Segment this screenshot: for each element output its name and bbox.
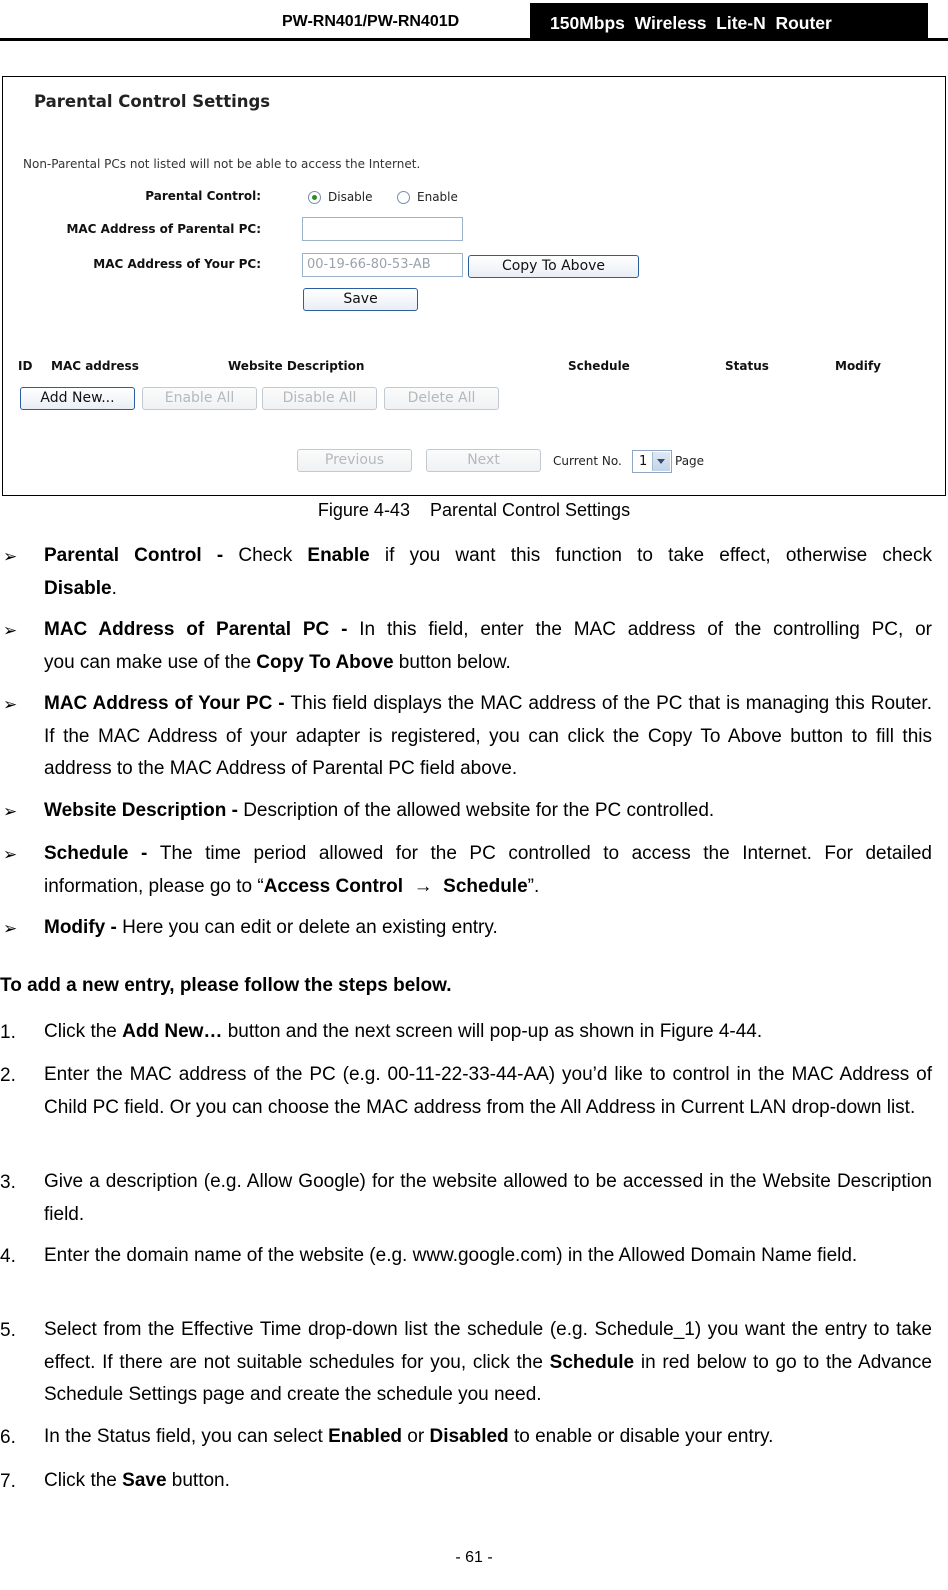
enable-all-button[interactable]: Enable All bbox=[142, 387, 257, 410]
save-button[interactable]: Save bbox=[303, 288, 418, 311]
mac-your-label: MAC Address of Your PC: bbox=[93, 257, 261, 271]
figure-caption: Figure 4-43 Parental Control Settings bbox=[317, 500, 631, 520]
col-id: ID bbox=[18, 359, 33, 373]
col-website-description: Website Description bbox=[228, 359, 365, 373]
col-schedule: Schedule bbox=[568, 359, 630, 373]
delete-all-button[interactable]: Delete All bbox=[384, 387, 499, 410]
step-number: 1. bbox=[0, 1022, 16, 1043]
text: button and the next screen will pop-up as shown in Figure 4-44. bbox=[222, 1021, 763, 1042]
steps-heading: To add a new entry, please follow the steps below. bbox=[0, 975, 452, 996]
copy-to-above-button[interactable]: Copy To Above bbox=[468, 255, 639, 278]
add-new-button[interactable]: Add New... bbox=[20, 387, 135, 410]
step-5 bbox=[44, 1314, 932, 1412]
step-number: 4. bbox=[0, 1246, 16, 1267]
bullet-arrow-icon: ➢ bbox=[3, 845, 18, 864]
parental-control-screenshot bbox=[2, 76, 946, 496]
step-number: 3. bbox=[0, 1172, 16, 1193]
text: Check bbox=[238, 545, 308, 566]
bullet-arrow-icon: ➢ bbox=[3, 695, 18, 714]
bullet-parental-control bbox=[44, 540, 932, 605]
bullet-mac-parental bbox=[44, 614, 932, 679]
header-rule bbox=[0, 38, 948, 41]
term: Schedule bbox=[549, 1351, 635, 1373]
bullet-website-description bbox=[44, 795, 932, 828]
term: Enabled bbox=[328, 1426, 403, 1447]
current-no-label: Current No. bbox=[553, 454, 622, 468]
step-number: 5. bbox=[0, 1320, 16, 1341]
enable-radio[interactable] bbox=[397, 191, 410, 204]
text: Click the bbox=[44, 1470, 123, 1491]
term: Access Control → Schedule bbox=[263, 875, 528, 897]
term: Save bbox=[122, 1470, 167, 1491]
step-7 bbox=[44, 1465, 932, 1498]
text: to enable or disable your entry. bbox=[508, 1426, 774, 1447]
step-number: 2. bbox=[0, 1065, 16, 1086]
current-page-value: 1 bbox=[639, 454, 648, 469]
header-product: 150Mbps Wireless Lite-N Router bbox=[550, 13, 832, 33]
settings-title: Parental Control Settings bbox=[34, 92, 271, 111]
previous-button[interactable]: Previous bbox=[297, 449, 412, 472]
step-number: 7. bbox=[0, 1471, 16, 1492]
text: The time period allowed for the PC controlled to access the Internet. For detailed bbox=[159, 843, 932, 864]
term: MAC Address of Your PC - bbox=[44, 693, 291, 714]
next-button[interactable]: Next bbox=[426, 449, 541, 472]
step-3: Give a description (e.g. Allow Google) for the website allowed to be accessed in the Website Description field. bbox=[44, 1171, 932, 1225]
text: Here you can edit or delete an existing entry. bbox=[122, 917, 498, 938]
bullet-mac-your bbox=[44, 688, 932, 786]
text: button below. bbox=[393, 651, 511, 673]
disable-radio[interactable] bbox=[308, 191, 321, 204]
bullet-arrow-icon: ➢ bbox=[3, 547, 18, 566]
header-model: PW-RN401/PW-RN401D bbox=[282, 13, 460, 30]
term: Copy To Above bbox=[256, 651, 394, 673]
page-header bbox=[0, 0, 948, 42]
term: Disabled bbox=[429, 1426, 509, 1447]
mac-parental-label: MAC Address of Parental PC: bbox=[66, 222, 261, 236]
settings-note: Non-Parental PCs not listed will not be able to access the Internet. bbox=[23, 157, 421, 171]
text: In this field, enter the MAC address of the controlling PC, or bbox=[359, 619, 933, 640]
step-1 bbox=[44, 1016, 932, 1049]
text: button. bbox=[166, 1470, 230, 1491]
bullet-arrow-icon: ➢ bbox=[3, 621, 18, 640]
term: Modify - bbox=[44, 917, 123, 938]
chevron-down-icon bbox=[652, 452, 670, 471]
disable-all-button[interactable]: Disable All bbox=[262, 387, 377, 410]
enable-radio-label: Enable bbox=[417, 190, 458, 204]
bullet-arrow-icon: ➢ bbox=[3, 919, 18, 938]
text: Select from the Effective Time drop-down list the schedule (e.g. Schedule_1) you want the entry to take effect. If there are not suitable schedules for you, click the bbox=[44, 1319, 932, 1373]
step-4: Enter the domain name of the website (e.g. www.google.com) in the Allowed Domain Name field. bbox=[44, 1245, 858, 1266]
text: . bbox=[111, 577, 117, 599]
bullet-schedule bbox=[44, 838, 932, 903]
step-2: Enter the MAC address of the PC (e.g. 00-11-22-33-44-AA) you’d like to control in the MAC Address of Child PC field. Or you can choose the MAC address from the All Address in Current LAN drop-down list. bbox=[44, 1064, 932, 1118]
step-6 bbox=[44, 1421, 932, 1454]
term: Schedule - bbox=[44, 843, 160, 864]
col-modify: Modify bbox=[835, 359, 881, 373]
text: Description of the allowed website for the PC controlled. bbox=[243, 800, 715, 821]
term: MAC Address of Parental PC - bbox=[44, 619, 360, 640]
text: ”. bbox=[527, 875, 540, 897]
step-number: 6. bbox=[0, 1427, 16, 1448]
text: In the Status field, you can select bbox=[44, 1426, 329, 1447]
parental-control-label: Parental Control: bbox=[145, 189, 261, 203]
mac-your-input[interactable]: 00-19-66-80-53-AB bbox=[302, 253, 463, 277]
mac-parental-input[interactable] bbox=[302, 217, 463, 241]
col-status: Status bbox=[725, 359, 769, 373]
term: Enable bbox=[307, 545, 370, 566]
term: Website Description - bbox=[44, 800, 244, 821]
text: in red below to go to the Advance Schedule Settings page and create the schedule you need. bbox=[44, 1351, 932, 1405]
col-mac-address: MAC address bbox=[51, 359, 139, 373]
text: you can make use of the bbox=[44, 651, 257, 673]
page-number: - 61 - bbox=[455, 1549, 493, 1566]
text: information, please go to “ bbox=[44, 875, 264, 897]
disable-radio-label: Disable bbox=[328, 190, 373, 204]
current-page-select[interactable] bbox=[632, 450, 672, 473]
header-product-box bbox=[530, 3, 928, 39]
bullet-modify bbox=[44, 912, 932, 945]
text: or bbox=[402, 1426, 430, 1447]
term: Add New… bbox=[122, 1021, 223, 1042]
text: This field displays the MAC address of the PC that is managing this Router. If the MAC Address of your adapter is registered, you can click the Copy To Above button to fill this address to the MAC Address of Parental PC field above. bbox=[44, 693, 932, 779]
text: Click the bbox=[44, 1021, 123, 1042]
page-label: Page bbox=[675, 454, 705, 468]
term: Parental Control - bbox=[44, 545, 239, 566]
bullet-arrow-icon: ➢ bbox=[3, 802, 18, 821]
term: Disable bbox=[44, 577, 112, 599]
text: if you want this function to take effect, otherwise check bbox=[369, 545, 932, 566]
